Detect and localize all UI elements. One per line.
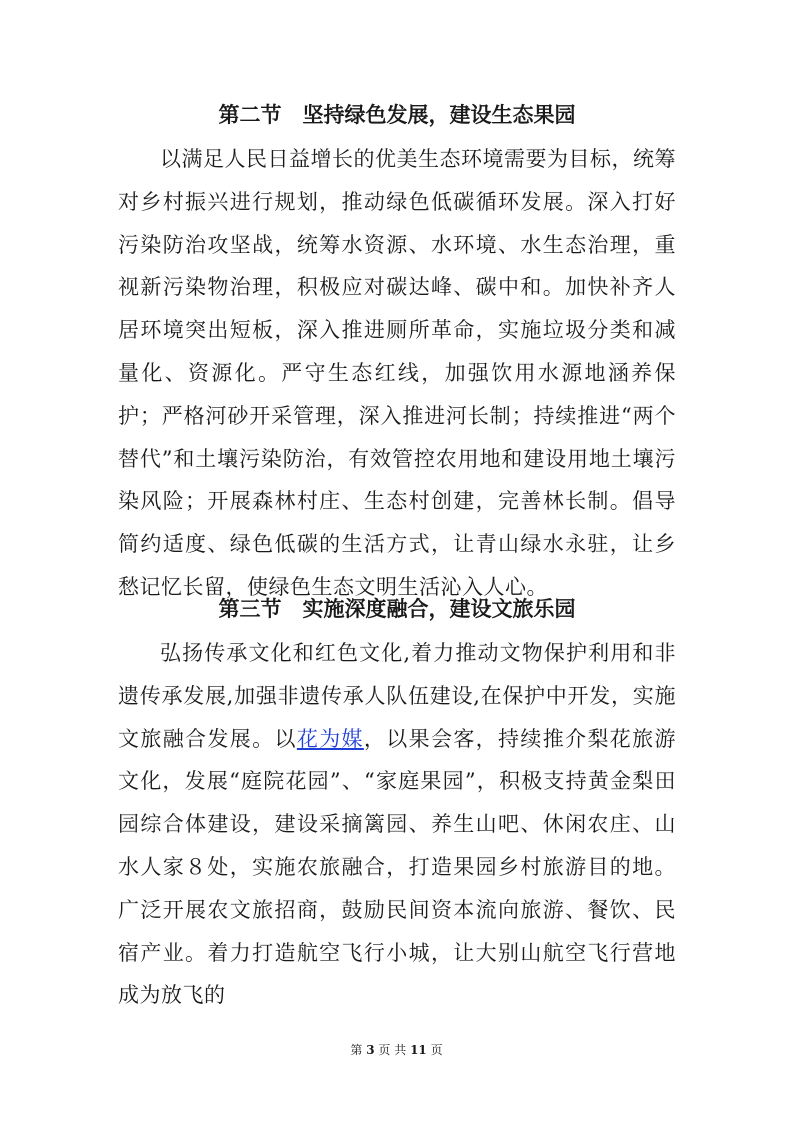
total-page-count: 11 xyxy=(410,1043,427,1057)
page-footer xyxy=(0,1042,793,1058)
section-3-paragraph xyxy=(118,632,676,1017)
section-3-text-after-link: ，以果会客，持续推介梨花旅游文化，发展“庭院花园”、“家庭果园”，积极支持黄金梨田园综合体建设，建设采摘篱园、养生山吧、休闲农庄、山水人家８处，实施农旅融合，打造果园乡村旅游目的地。广泛开展农文旅招商，鼓励民间资本流向旅游、餐饮、民宿产业。着力打造航空飞行小城，让大别山航空飞行营地成为放飞的 xyxy=(118,726,677,1008)
hua-wei-mei-link[interactable]: 花为媒 xyxy=(296,726,364,751)
section-3-heading: 第三节 实施深度融合，建设文旅乐园 xyxy=(218,596,576,621)
section-3-text-before-link: 弘扬传承文化和红色文化,着力推动文物保护利用和非遗传承发展,加强非遗传承人队伍建设,在保护中开发，实施文旅融合发展。以 xyxy=(118,641,676,751)
footer-middle: 页 共 xyxy=(378,1043,407,1057)
current-page-number: 3 xyxy=(366,1043,375,1057)
footer-prefix: 第 xyxy=(350,1043,363,1057)
section-2-paragraph: 以满足人民日益增长的优美生态环境需要为目标，统筹对乡村振兴进行规划，推动绿色低碳循环发展。深入打好污染防治攻坚战，统筹水资源、水环境、水生态治理，重视新污染物治理，积极应对碳达峰、碳中和。加快补齐人居环境突出短板，深入推进厕所革命，实施垃圾分类和减量化、资源化。严守生态红线，加强饮用水源地涵养保护；严格河砂开采管理，深入推进河长制；持续推进“两个替代”和土壤污染防治，有效管控农用地和建设用地土壤污染风险；开展森林村庄、生态村创建，完善林长制。倡导简约适度、绿色低碳的生活方式，让青山绿水永驻，让乡愁记忆长留，使绿色生态文明生活沁入人心。 xyxy=(118,147,676,599)
footer-suffix: 页 xyxy=(430,1043,443,1057)
section-2-heading: 第二节 坚持绿色发展，建设生态果园 xyxy=(218,102,576,127)
